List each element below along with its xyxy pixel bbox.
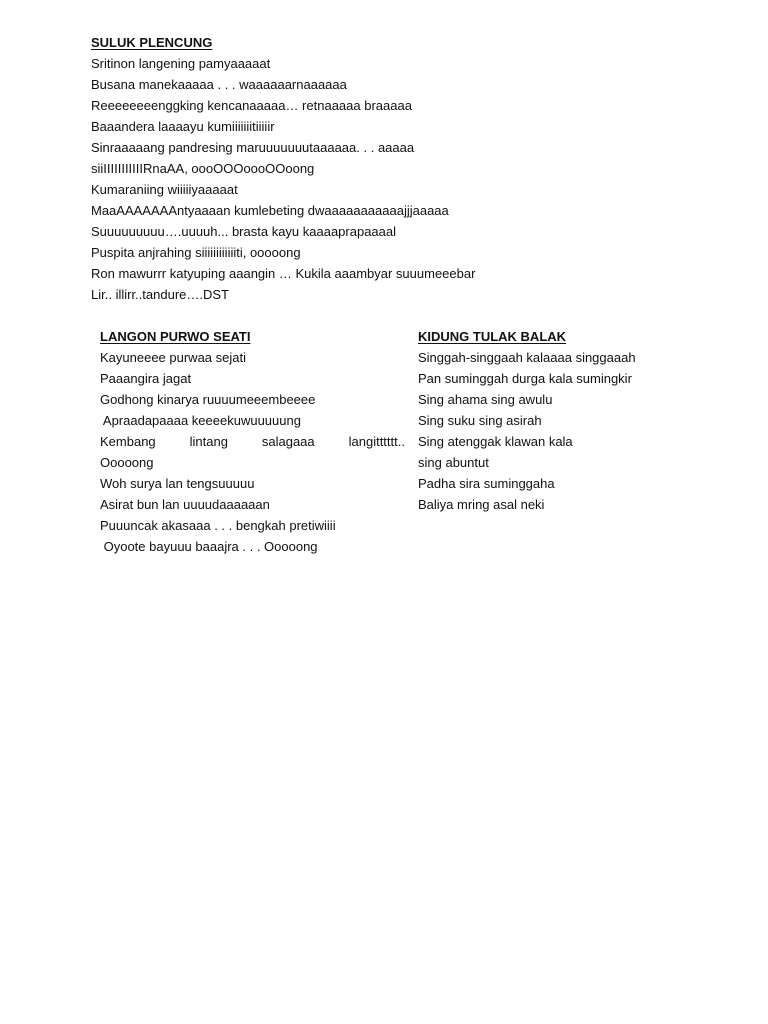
langon-purwo-seati-section: [100, 326, 405, 557]
langon-word: lintang: [189, 434, 228, 449]
suluk-line: Lir.. illirr..tandure….DST: [91, 287, 229, 302]
suluk-line: Suuuuuuuuu….uuuuh... brasta kayu kaaaaprapaaaal: [91, 224, 397, 239]
kidung-line: Sing atenggak klawan kala: [418, 434, 573, 449]
langon-word: langitttttt..: [348, 434, 405, 449]
suluk-line: Kumaraniing wiiiiiyaaaaat: [91, 182, 238, 197]
kidung-line: Sing suku sing asirah: [418, 413, 542, 428]
kidung-line: Baliya mring asal neki: [418, 497, 545, 512]
suluk-line: Puspita anjrahing siiiiiiiiiiiiti, ooooong: [91, 245, 301, 260]
langon-line: Puuuncak akasaaa . . . bengkah pretiwiiii: [100, 518, 336, 533]
suluk-plencung-section: [91, 32, 691, 305]
suluk-line: siiIIIIIIIIIIIRnaAA, oooOOOoooOOoong: [91, 161, 315, 176]
langon-line: Kayuneeee purwaa sejati: [100, 350, 246, 365]
kidung-line: Singgah-singgaah kalaaaa singgaaah: [418, 350, 636, 365]
kidung-tulak-balak-title: KIDUNG TULAK BALAK: [418, 329, 567, 344]
suluk-line: Sinraaaaang pandresing maruuuuuuutaaaaaa. . . aaaaa: [91, 140, 415, 155]
kidung-line: Pan suminggah durga kala sumingkir: [418, 371, 632, 386]
kidung-line: Padha sira suminggaha: [418, 476, 555, 491]
langon-word: salagaaa: [261, 434, 315, 449]
langon-line: Paaangira jagat: [100, 371, 192, 386]
langon-line: Oyoote bayuuu baaajra . . . Ooooong: [100, 539, 318, 554]
langon-line: Apraadapaaaa keeeekuwuuuuung: [100, 413, 301, 428]
langon-line: Woh surya lan tengsuuuuu: [100, 476, 255, 491]
kidung-line: Sing ahama sing awulu: [418, 392, 553, 407]
suluk-plencung-title: SULUK PLENCUNG: [91, 35, 213, 50]
suluk-line: Baaandera laaaayu kumiiiiiiitiiiiir: [91, 119, 275, 134]
kidung-tulak-balak-section: [418, 326, 718, 515]
suluk-line: Sritinon langening pamyaaaaat: [91, 56, 271, 71]
suluk-line: Ron mawurrr katyuping aaangin … Kukila aaambyar suuumeeebar: [91, 266, 476, 281]
langon-line: Godhong kinarya ruuuumeeembeeee: [100, 392, 316, 407]
kidung-line: sing abuntut: [418, 455, 489, 470]
langon-line: Asirat bun lan uuuudaaaaaan: [100, 497, 270, 512]
suluk-line: Busana manekaaaaa . . . waaaaaarnaaaaaa: [91, 77, 347, 92]
langon-line: Ooooong: [100, 455, 154, 470]
langon-justified-line: [100, 431, 405, 452]
suluk-line: Reeeeeeeenggking kencanaaaaa… retnaaaaa braaaaa: [91, 98, 412, 113]
langon-word: Kembang: [100, 434, 156, 449]
langon-purwo-seati-title: LANGON PURWO SEATI: [100, 329, 251, 344]
suluk-line: MaaAAAAAAAntyaaaan kumlebeting dwaaaaaaaaaaajjjaaaaa: [91, 203, 449, 218]
